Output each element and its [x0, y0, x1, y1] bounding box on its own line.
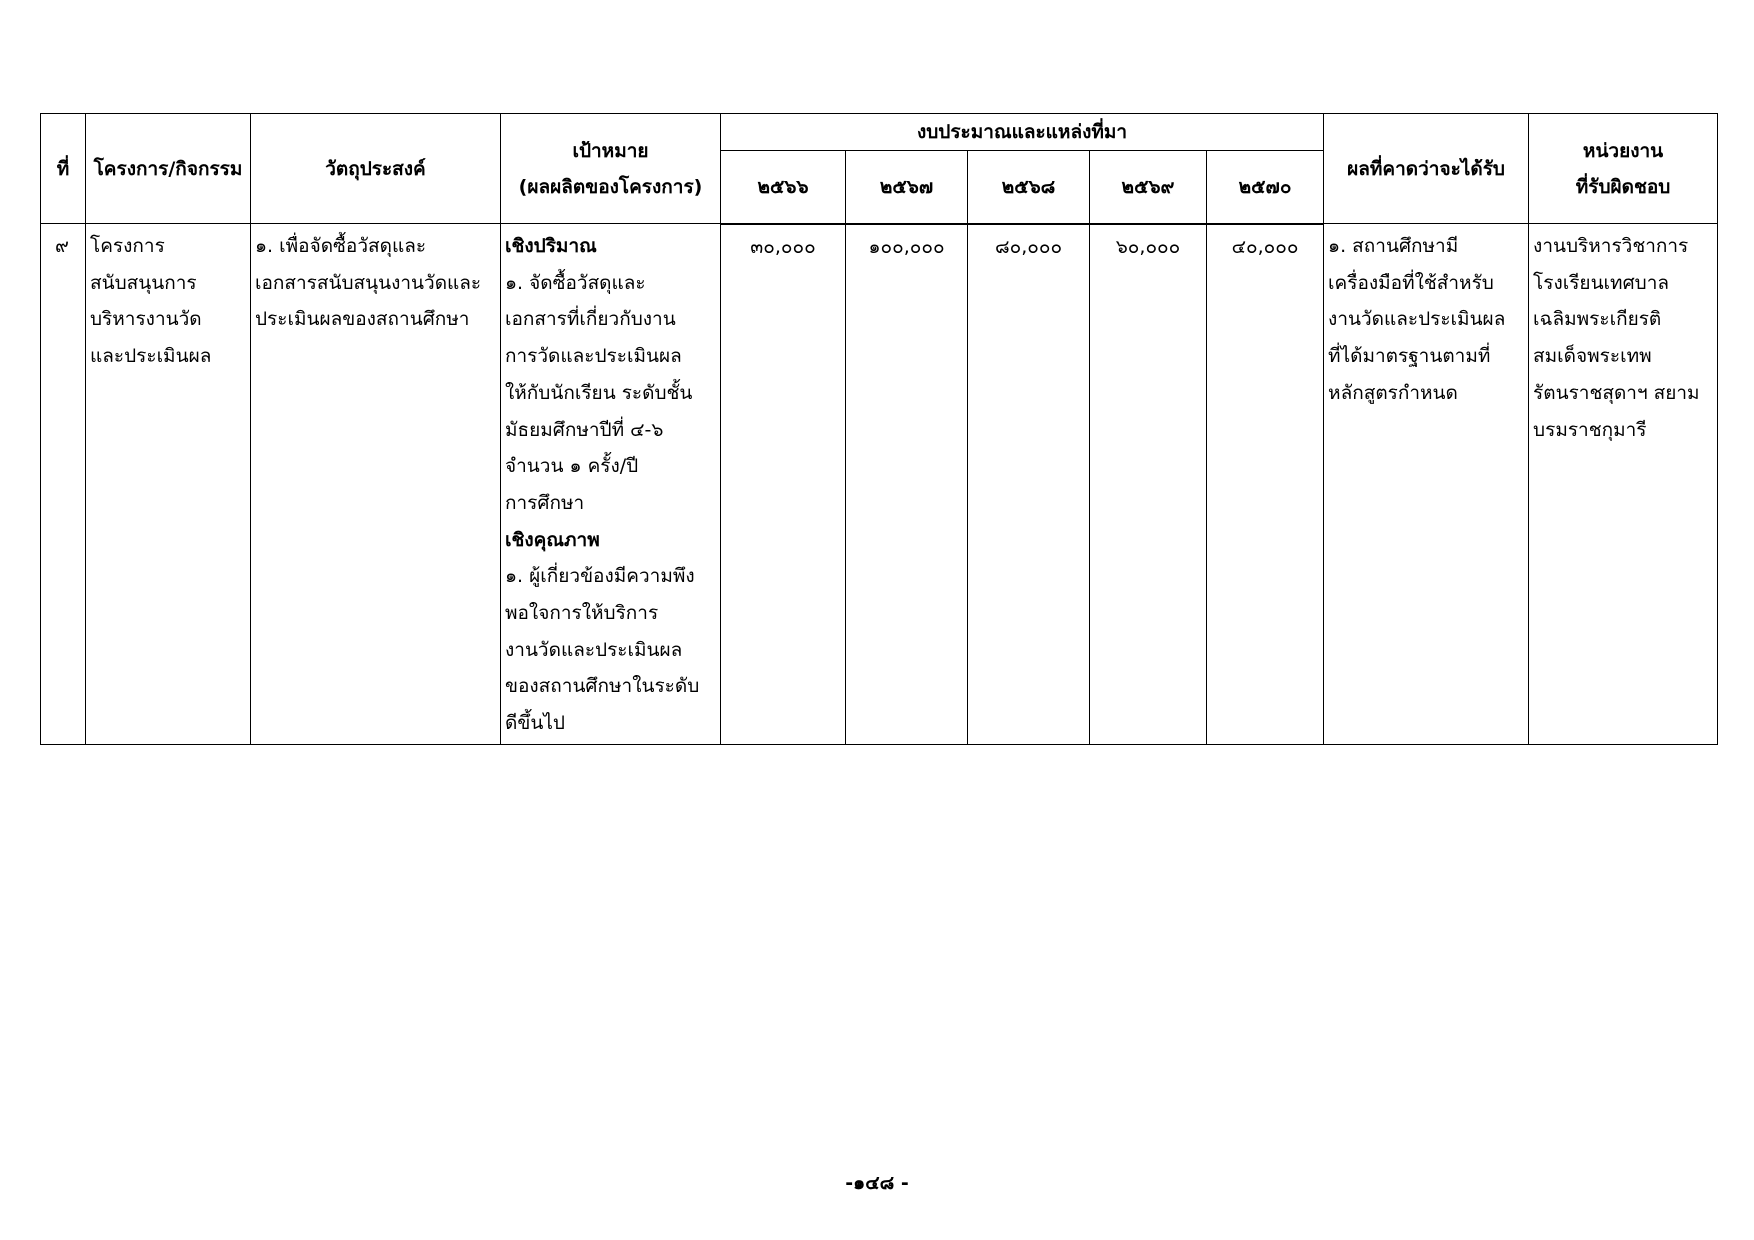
quantity-line: การวัดและประเมินผล	[505, 345, 682, 368]
header-year-2566: ๒๕๖๖	[721, 151, 846, 224]
page-number: -๑๔๘ -	[845, 1172, 909, 1194]
row-target	[501, 224, 721, 745]
expected-line: หลักสูตรกำหนด	[1328, 381, 1458, 404]
budget-2567: ๑๐๐,๐๐๐	[846, 224, 968, 745]
quantity-line: เอกสารที่เกี่ยวกับงาน	[505, 308, 676, 331]
project-line: โครงการ	[90, 235, 165, 257]
project-plan-table	[40, 113, 1718, 745]
row-responsible	[1529, 224, 1718, 745]
header-target-line2: (ผลผลิตของโครงการ)	[518, 175, 703, 198]
header-year-2568: ๒๕๖๘	[968, 151, 1090, 224]
quality-line: พอใจการให้บริการ	[505, 602, 659, 625]
row-project	[86, 224, 251, 745]
quality-line: ดีขึ้นไป	[505, 712, 565, 735]
expected-line: ที่ได้มาตรฐานตามที่	[1328, 345, 1491, 368]
quantity-line: มัธยมศึกษาปีที่ ๔-๖	[505, 418, 664, 441]
header-expected: ผลที่คาดว่าจะได้รับ	[1324, 114, 1529, 224]
header-responsible-line2: ที่รับผิดชอบ	[1575, 175, 1671, 198]
project-line: บริหารงานวัด	[90, 308, 202, 331]
header-year-2567: ๒๕๖๗	[846, 151, 968, 224]
header-no: ที่	[41, 114, 86, 224]
expected-line: งานวัดและประเมินผล	[1328, 308, 1506, 331]
responsible-line: งานบริหารวิชาการ	[1533, 235, 1689, 257]
header-responsible-line1: หน่วยงาน	[1582, 139, 1664, 162]
responsible-line: บรมราชกุมารี	[1533, 418, 1647, 441]
responsible-line: โรงเรียนเทศบาล	[1533, 271, 1670, 294]
responsible-line: สมเด็จพระเทพ	[1533, 345, 1652, 368]
row-no: ๙	[41, 224, 86, 745]
row-objective	[251, 224, 501, 745]
quantity-line: การศึกษา	[505, 491, 585, 514]
responsible-line: รัตนราชสุดาฯ สยาม	[1533, 381, 1700, 404]
header-budget-group: งบประมาณและแหล่งที่มา	[721, 114, 1324, 151]
quantity-heading: เชิงปริมาณ	[505, 235, 597, 257]
objective-line: ๑. เพื่อจัดซื้อวัสดุและ	[255, 235, 427, 257]
quality-line: ๑. ผู้เกี่ยวข้องมีความพึง	[505, 565, 695, 588]
budget-2570: ๔๐,๐๐๐	[1207, 224, 1324, 745]
header-project: โครงการ/กิจกรรม	[86, 114, 251, 224]
header-year-2570: ๒๕๗๐	[1207, 151, 1324, 224]
budget-2566: ๓๐,๐๐๐	[721, 224, 846, 745]
quality-line: ของสถานศึกษาในระดับ	[505, 675, 700, 698]
header-target	[501, 114, 721, 224]
objective-line: เอกสารสนับสนุนงานวัดและ	[255, 271, 482, 294]
quality-heading: เชิงคุณภาพ	[505, 528, 600, 551]
quantity-line: จำนวน ๑ ครั้ง/ปี	[505, 455, 639, 478]
header-target-line1: เป้าหมาย	[572, 139, 649, 162]
quantity-line: ให้กับนักเรียน ระดับชั้น	[505, 381, 693, 404]
project-line: สนับสนุนการ	[90, 271, 197, 294]
row-expected	[1324, 224, 1529, 745]
objective-line: ประเมินผลของสถานศึกษา	[255, 308, 470, 331]
expected-line: เครื่องมือที่ใช้สำหรับ	[1328, 271, 1494, 294]
quantity-line: ๑. จัดซื้อวัสดุและ	[505, 271, 646, 294]
project-line: และประเมินผล	[90, 345, 212, 368]
budget-2569: ๖๐,๐๐๐	[1090, 224, 1207, 745]
header-objective: วัตถุประสงค์	[251, 114, 501, 224]
quality-line: งานวัดและประเมินผล	[505, 638, 683, 661]
budget-2568: ๘๐,๐๐๐	[968, 224, 1090, 745]
table-row	[41, 224, 1718, 745]
expected-line: ๑. สถานศึกษามี	[1328, 235, 1459, 257]
responsible-line: เฉลิมพระเกียรติ	[1533, 308, 1662, 331]
header-year-2569: ๒๕๖๙	[1090, 151, 1207, 224]
header-responsible	[1529, 114, 1718, 224]
